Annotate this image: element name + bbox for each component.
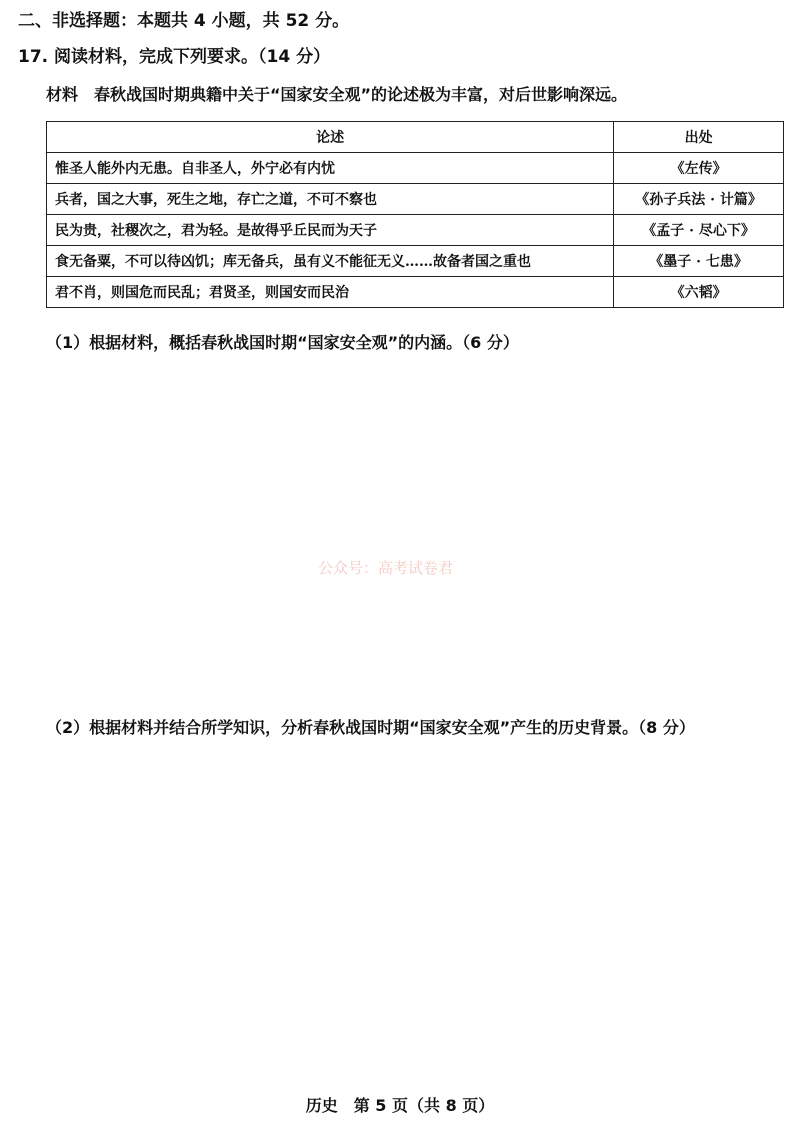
material-label: 材料 (46, 85, 79, 104)
source-cell: 《墨子 · 七患》 (614, 246, 784, 277)
question-17-title: 17. 阅读材料，完成下列要求。（14 分） (18, 47, 331, 67)
table-row (47, 153, 784, 184)
material-intro (46, 82, 627, 105)
sub-question-1: （1）根据材料，概括春秋战国时期“国家安全观”的内涵。（6 分） (46, 333, 519, 352)
table-row (47, 184, 784, 215)
sub-question-2: （2）根据材料并结合所学知识，分析春秋战国时期“国家安全观”产生的历史背景。（8 分） (46, 718, 695, 737)
statement-cell: 民为贵，社稷次之，君为轻。是故得乎丘民而为天子 (47, 215, 614, 246)
source-cell: 《六韬》 (614, 277, 784, 308)
header-source: 出处 (614, 122, 784, 153)
statement-cell: 君不肖，则国危而民乱；君贤圣，则国安而民治 (47, 277, 614, 308)
source-cell: 《孟子 · 尽心下》 (614, 215, 784, 246)
statement-cell: 兵者，国之大事，死生之地，存亡之道，不可不察也 (47, 184, 614, 215)
watermark: 公众号：高考试卷君 (318, 559, 454, 577)
material-text: 春秋战国时期典籍中关于“国家安全观”的论述极为丰富，对后世影响深远。 (94, 85, 628, 104)
table-row (47, 215, 784, 246)
source-table (46, 121, 784, 308)
statement-cell: 惟圣人能外内无患。自非圣人，外宁必有内忧 (47, 153, 614, 184)
section-heading: 二、非选择题：本题共 4 小题，共 52 分。 (18, 11, 350, 31)
table-row (47, 246, 784, 277)
source-cell: 《孙子兵法 · 计篇》 (614, 184, 784, 215)
table-row (47, 277, 784, 308)
header-statement: 论述 (47, 122, 614, 153)
page-footer: 历史 第 5 页（共 8 页） (305, 1096, 495, 1115)
table-header-row (47, 122, 784, 153)
source-cell: 《左传》 (614, 153, 784, 184)
statement-cell: 食无备粟，不可以待凶饥；库无备兵，虽有义不能征无义……故备者国之重也 (47, 246, 614, 277)
